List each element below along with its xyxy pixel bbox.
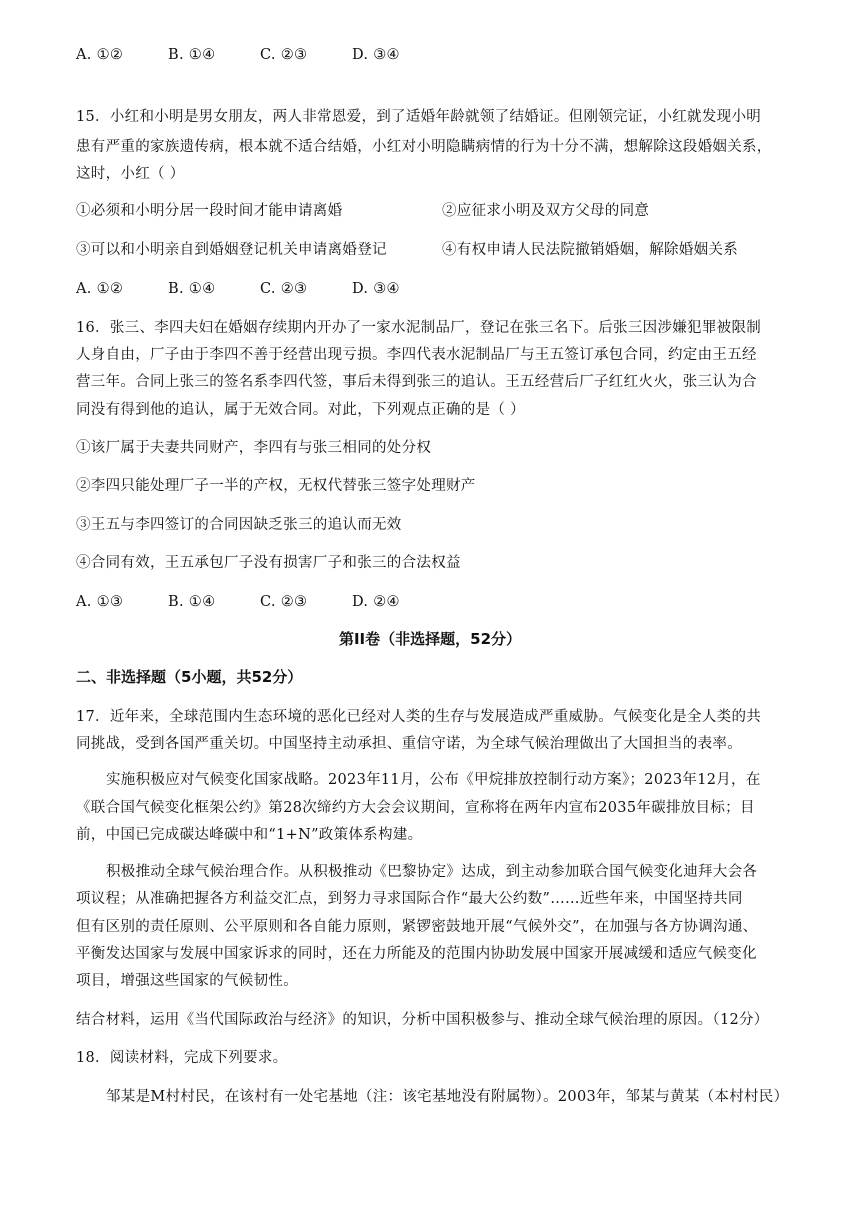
part2-title: 第II卷（非选择题，52分） [338,630,522,648]
option-b: B. ①④ [168,281,216,297]
q15-choice-2: ②应征求小明及双方父母的同意 [442,203,650,219]
q17-para1-line-2: 《联合国气候变化框架公约》第28次缔约方大会会议期间，宣称将在两年内宣布2035年碳排放目标；目 [76,800,755,816]
option-a: A. ①② [76,47,124,63]
q18-para1-line-1: 邹某是M村村民，在该村有一处宅基地（注：该宅基地没有附属物）。2003年，邹某与黄某（本村村民） [106,1089,789,1105]
q15-choices-row-2 [76,240,788,260]
q17-para1-line-1: 实施积极应对气候变化国家战略。2023年11月，公布《甲烷排放控制行动方案》；2023年12月，在 [106,772,761,788]
option-c: C. ②③ [260,47,308,63]
section2-title: 二、非选择题（5小题，共52分） [76,668,303,686]
q16-stem-line-1: 16．张三、李四夫妇在婚姻存续期内开办了一家水泥制品厂，登记在张三名下。后张三因涉嫌犯罪被限制 [76,320,762,336]
option-a: A. ①② [76,281,124,297]
q16-options [76,592,788,612]
q17-intro-line-1: 17．近年来，全球范围内生态环境的恶化已经对人类的生存与发展造成严重威胁。气候变化是全人类的共 [76,709,762,725]
q15-stem-line-1: 15．小红和小明是男女朋友，两人非常恩爱，到了适婚年龄就领了结婚证。但刚领完证，小红就发现小明 [76,109,762,125]
q15-choice-4: ④有权申请人民法院撤销婚姻，解除婚姻关系 [442,242,738,258]
option-d: D. ②④ [352,594,400,610]
q15-options [76,279,788,299]
q14-options [76,45,788,65]
option-c: C. ②③ [260,281,308,297]
q16-stem-line-3: 营三年。合同上张三的签名系李四代签，事后未得到张三的追认。王五经营后厂子红红火火，张三认为合 [76,374,757,390]
q17-para2-line-2: 项议程；从准确把握各方利益交汇点，到努力寻求国际合作“最大公约数”……近些年来，中国坚持共同 [76,891,743,907]
q17-para2-line-3: 但有区别的责任原则、公平原则和各自能力原则，紧锣密鼓地开展“气候外交”，在加强与各方协调沟通、 [76,919,758,935]
q17-question: 结合材料，运用《当代国际政治与经济》的知识，分析中国积极参与、推动全球气候治理的原因。（12分） [76,1012,769,1028]
q16-choice-4: ④合同有效，王五承包厂子没有损害厂子和张三的合法权益 [76,555,461,571]
q17-para2-line-5: 项目，增强这些国家的气候韧性。 [76,973,298,989]
q15-choice-1: ①必须和小明分居一段时间才能申请离婚 [76,203,343,219]
q17-intro-line-2: 同挑战，受到各国严重关切。中国坚持主动承担、重信守诺，为全球气候治理做出了大国担当的表率。 [76,736,742,752]
option-b: B. ①④ [168,594,216,610]
q16-choice-1: ①该厂属于夫妻共同财产，李四有与张三相同的处分权 [76,440,432,456]
q17-para2-line-4: 平衡发达国家与发展中国家诉求的同时，还在力所能及的范围内协助发展中国家开展减缓和适应气候变化 [76,946,757,962]
option-c: C. ②③ [260,594,308,610]
q15-stem-line-3: 这时，小红（ ） [76,166,185,182]
option-b: B. ①④ [168,47,216,63]
q17-para2-line-1: 积极推动全球气候治理合作。从积极推动《巴黎协定》达成，到主动参加联合国气候变化迪拜大会各 [106,864,758,880]
q16-choice-2: ②李四只能处理厂子一半的产权，无权代替张三签字处理财产 [76,478,476,494]
option-a: A. ①③ [76,594,124,610]
option-d: D. ③④ [352,47,400,63]
q15-stem-line-2: 患有严重的家族遗传病，根本就不适合结婚，小红对小明隐瞒病情的行为十分不满，想解除这段婚姻关系， [76,139,772,155]
q16-stem-line-4: 同没有得到他的追认，属于无效合同。对此，下列观点正确的是（ ） [76,402,525,418]
option-d: D. ③④ [352,281,400,297]
q16-choice-3: ③王五与李四签订的合同因缺乏张三的追认而无效 [76,517,402,533]
q15-choice-3: ③可以和小明亲自到婚姻登记机关申请离婚登记 [76,242,387,258]
q17-para1-line-3: 前，中国已完成碳达峰碳中和“1+N”政策体系构建。 [76,827,423,843]
q16-stem-line-2: 人身自由，厂子由于李四不善于经营出现亏损。李四代表水泥制品厂与王五签订承包合同，约定由王五经 [76,347,757,363]
q18-intro: 18．阅读材料，完成下列要求。 [76,1050,288,1066]
q15-choices-row-1 [76,201,788,221]
